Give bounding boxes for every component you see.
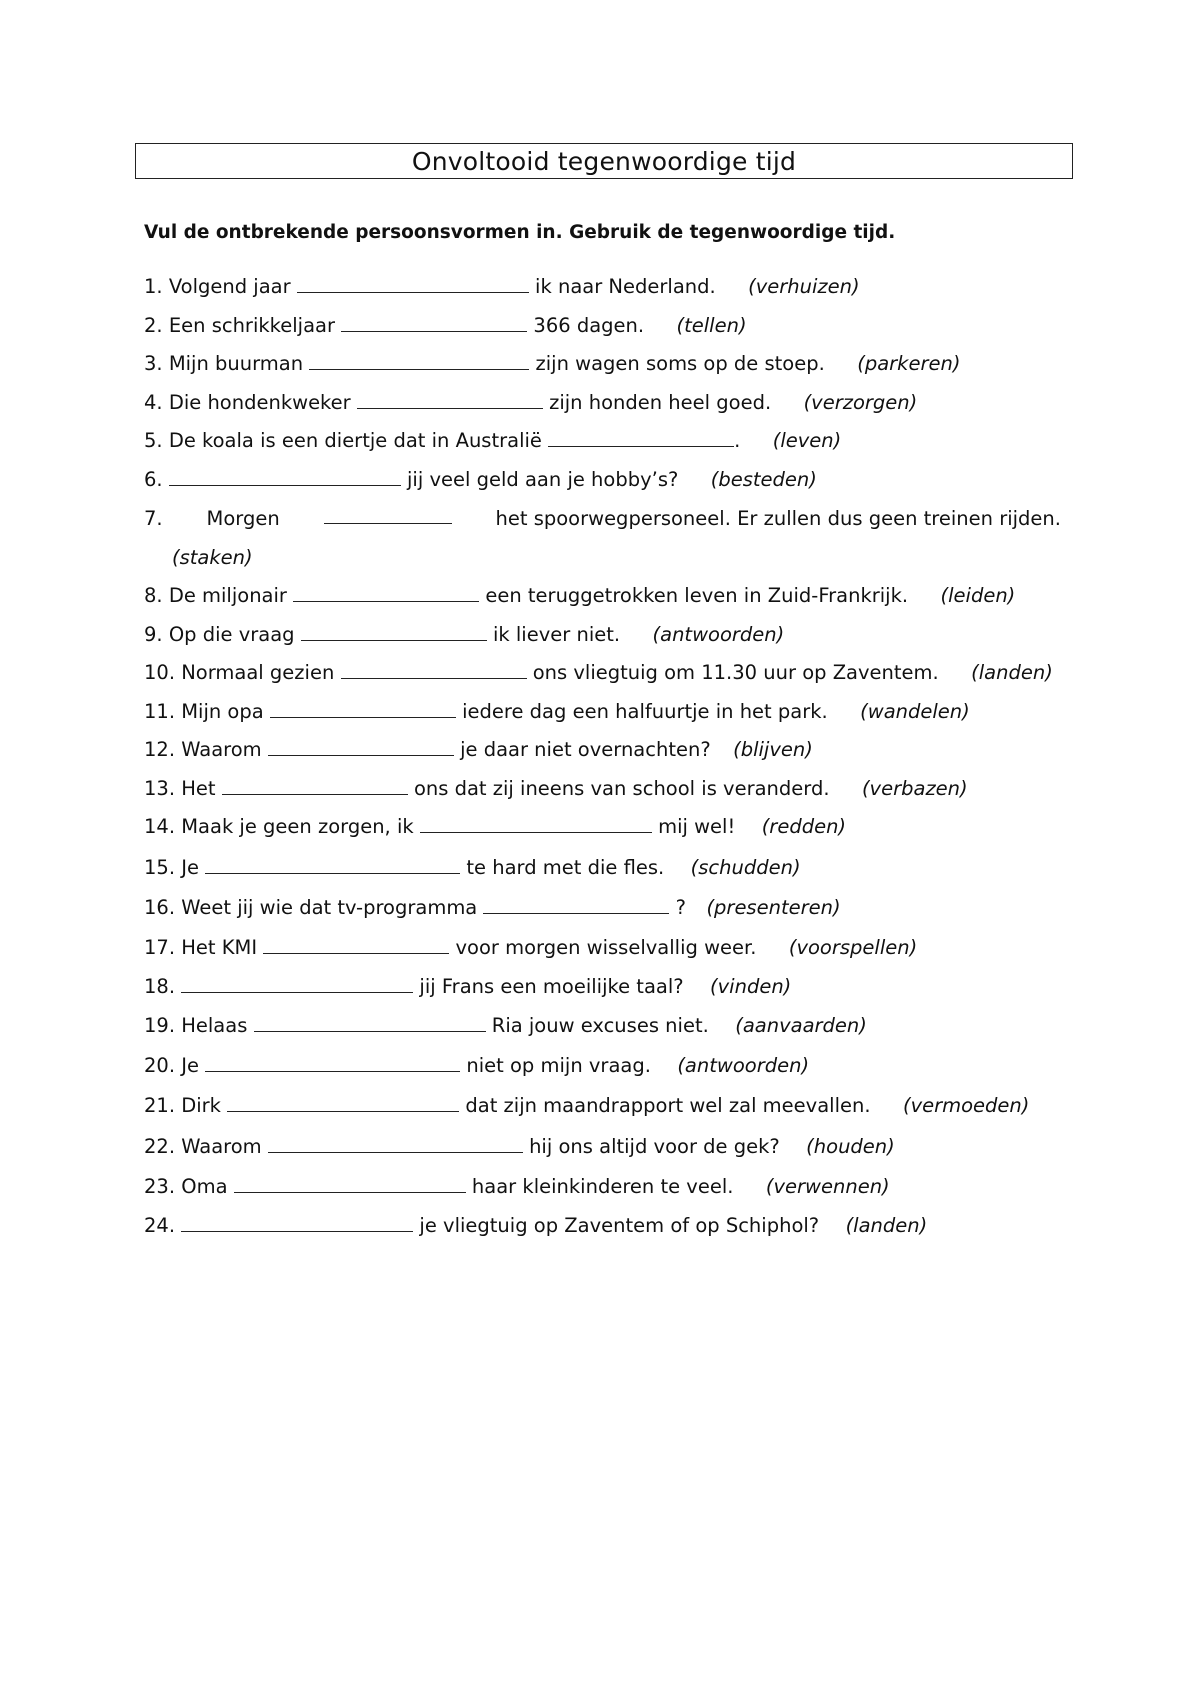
- text-after: ik naar Nederland.: [535, 275, 716, 298]
- exercise-7-continued: [172, 545, 253, 571]
- verb-hint: (landen): [971, 661, 1053, 684]
- text-before: Weet jij wie dat tv-programma: [181, 896, 478, 919]
- answer-blank[interactable]: [181, 1214, 413, 1232]
- verb-hint: (vinden): [710, 975, 792, 998]
- exercise-1: [144, 274, 860, 300]
- text-after: ik liever niet.: [492, 623, 621, 646]
- exercise-4: [144, 390, 917, 416]
- text-before: Een schrikkeljaar: [168, 314, 336, 337]
- text-before: Die hondenkweker: [168, 391, 351, 414]
- exercise-2: [144, 313, 747, 339]
- text-before: Je: [181, 856, 199, 879]
- exercise-number: 10.: [144, 661, 176, 684]
- exercise-number: 7.: [144, 507, 163, 530]
- exercise-17: [144, 935, 917, 961]
- exercise-number: 5.: [144, 429, 163, 452]
- verb-hint: (schudden): [690, 856, 801, 879]
- answer-blank[interactable]: [234, 1175, 466, 1193]
- text-before: De koala is een diertje dat in Australië: [168, 429, 542, 452]
- text-before: Waarom: [181, 738, 262, 761]
- text-after: het spoorwegpersoneel. Er zullen dus geen treinen rijden.: [495, 507, 1061, 530]
- text-after: .: [734, 429, 741, 452]
- text-after: jij veel geld aan je hobby’s?: [407, 468, 679, 491]
- answer-blank[interactable]: [420, 815, 652, 833]
- verb-hint: (vermoeden): [902, 1094, 1030, 1117]
- answer-blank[interactable]: [297, 275, 529, 293]
- verb-hint: (verwennen): [765, 1175, 890, 1198]
- exercise-number: 2.: [144, 314, 163, 337]
- answer-blank[interactable]: [222, 777, 408, 795]
- exercise-8: [144, 583, 1015, 609]
- text-after: te hard met die fles.: [466, 856, 665, 879]
- exercise-22: [144, 1134, 895, 1160]
- text-after: zijn wagen soms op de stoep.: [535, 352, 825, 375]
- answer-blank[interactable]: [324, 506, 452, 524]
- exercise-number: 24.: [144, 1214, 176, 1237]
- answer-blank[interactable]: [254, 1014, 486, 1032]
- text-before: Waarom: [181, 1135, 262, 1158]
- text-before: De miljonair: [168, 584, 287, 607]
- exercise-15: [144, 855, 801, 881]
- text-before: Mijn opa: [181, 700, 264, 723]
- verb-hint: (antwoorden): [677, 1054, 810, 1077]
- answer-blank[interactable]: [205, 856, 460, 874]
- exercise-number: 6.: [144, 468, 163, 491]
- exercise-number: 21.: [144, 1094, 176, 1117]
- text-before: Morgen: [206, 507, 280, 530]
- answer-blank[interactable]: [548, 429, 734, 447]
- page-title: Onvoltooid tegenwoordige tijd: [135, 143, 1073, 179]
- verb-hint: (landen): [845, 1214, 928, 1237]
- text-before: Mijn buurman: [168, 352, 304, 375]
- verb-hint: (staken): [172, 546, 253, 569]
- exercise-number: 23.: [144, 1175, 176, 1198]
- answer-blank[interactable]: [483, 896, 669, 914]
- text-after: jij Frans een moeilijke taal?: [419, 975, 684, 998]
- verb-hint: (besteden): [710, 468, 817, 491]
- verb-hint: (tellen): [676, 314, 747, 337]
- exercise-number: 1.: [144, 275, 163, 298]
- text-before: Maak je geen zorgen, ik: [181, 815, 414, 838]
- answer-blank[interactable]: [341, 661, 527, 679]
- verb-hint: (verbazen): [861, 777, 968, 800]
- answer-blank[interactable]: [181, 975, 413, 993]
- text-after: ons vliegtuig om 11.30 uur op Zaventem.: [532, 661, 939, 684]
- exercise-11: [144, 699, 970, 725]
- exercise-number: 9.: [144, 623, 163, 646]
- text-after: 366 dagen.: [533, 314, 645, 337]
- text-after: zijn honden heel goed.: [549, 391, 772, 414]
- instruction-text: Vul de ontbrekende persoonsvormen in. Gebruik de tegenwoordige tijd.: [144, 222, 896, 243]
- text-before: Oma: [181, 1175, 228, 1198]
- text-before: Volgend jaar: [168, 275, 291, 298]
- exercise-7: [144, 506, 1061, 532]
- exercise-9: [144, 622, 784, 648]
- text-before: Op die vraag: [168, 623, 295, 646]
- answer-blank[interactable]: [205, 1054, 460, 1072]
- exercise-3: [144, 351, 960, 377]
- exercise-number: 22.: [144, 1135, 176, 1158]
- answer-blank[interactable]: [268, 1135, 523, 1153]
- text-before: Je: [181, 1054, 199, 1077]
- verb-hint: (redden): [761, 815, 847, 838]
- verb-hint: (antwoorden): [652, 623, 785, 646]
- exercise-13: [144, 776, 968, 802]
- text-after: iedere dag een halfuurtje in het park.: [462, 700, 828, 723]
- exercise-number: 3.: [144, 352, 163, 375]
- exercise-20: [144, 1053, 809, 1079]
- text-after: je daar niet overnachten?: [460, 738, 711, 761]
- answer-blank[interactable]: [270, 700, 456, 718]
- exercise-number: 19.: [144, 1014, 176, 1037]
- verb-hint: (voorspellen): [788, 936, 918, 959]
- answer-blank[interactable]: [309, 352, 529, 370]
- exercise-19: [144, 1013, 867, 1039]
- exercise-number: 15.: [144, 856, 176, 879]
- exercise-10: [144, 660, 1053, 686]
- answer-blank[interactable]: [169, 468, 401, 486]
- answer-blank[interactable]: [268, 738, 454, 756]
- text-after: niet op mijn vraag.: [466, 1054, 651, 1077]
- answer-blank[interactable]: [293, 584, 479, 602]
- exercise-6: [144, 467, 817, 493]
- exercise-number: 12.: [144, 738, 176, 761]
- verb-hint: (wandelen): [860, 700, 970, 723]
- text-after: je vliegtuig op Zaventem of op Schiphol?: [419, 1214, 820, 1237]
- exercise-16: [144, 895, 841, 921]
- answer-blank[interactable]: [341, 314, 527, 332]
- text-before: Helaas: [181, 1014, 248, 1037]
- exercise-5: [144, 428, 841, 454]
- text-before: Normaal gezien: [181, 661, 335, 684]
- verb-hint: (parkeren): [857, 352, 961, 375]
- verb-hint: (aanvaarden): [735, 1014, 867, 1037]
- exercise-18: [144, 974, 791, 1000]
- text-before: Het: [181, 777, 216, 800]
- verb-hint: (presenteren): [706, 896, 841, 919]
- text-after: ons dat zij ineens van school is veranderd.: [413, 777, 830, 800]
- exercise-14: [144, 814, 846, 840]
- exercise-number: 4.: [144, 391, 163, 414]
- verb-hint: (leven): [772, 429, 842, 452]
- text-before: Het KMI: [181, 936, 258, 959]
- exercise-number: 13.: [144, 777, 176, 800]
- exercise-23: [144, 1174, 890, 1200]
- exercise-21: [144, 1093, 1029, 1119]
- verb-hint: (verzorgen): [803, 391, 918, 414]
- text-after: dat zijn maandrapport wel zal meevallen.: [465, 1094, 871, 1117]
- answer-blank[interactable]: [357, 391, 543, 409]
- exercise-number: 11.: [144, 700, 176, 723]
- text-after: hij ons altijd voor de gek?: [529, 1135, 780, 1158]
- exercise-24: [144, 1213, 927, 1239]
- exercise-number: 17.: [144, 936, 176, 959]
- exercise-number: 16.: [144, 896, 176, 919]
- verb-hint: (verhuizen): [748, 275, 860, 298]
- text-after: ?: [675, 896, 687, 919]
- exercise-number: 14.: [144, 815, 176, 838]
- exercise-number: 8.: [144, 584, 163, 607]
- exercise-number: 20.: [144, 1054, 176, 1077]
- exercise-12: [144, 737, 813, 763]
- text-after: voor morgen wisselvallig weer.: [455, 936, 757, 959]
- verb-hint: (houden): [806, 1135, 895, 1158]
- verb-hint: (leiden): [940, 584, 1016, 607]
- answer-blank[interactable]: [301, 623, 487, 641]
- text-before: Dirk: [181, 1094, 221, 1117]
- verb-hint: (blijven): [733, 738, 813, 761]
- answer-blank[interactable]: [263, 936, 449, 954]
- text-after: een teruggetrokken leven in Zuid-Frankrijk.: [485, 584, 909, 607]
- text-after: haar kleinkinderen te veel.: [471, 1175, 734, 1198]
- exercise-number: 18.: [144, 975, 176, 998]
- text-after: Ria jouw excuses niet.: [491, 1014, 709, 1037]
- text-after: mij wel!: [658, 815, 736, 838]
- answer-blank[interactable]: [227, 1094, 459, 1112]
